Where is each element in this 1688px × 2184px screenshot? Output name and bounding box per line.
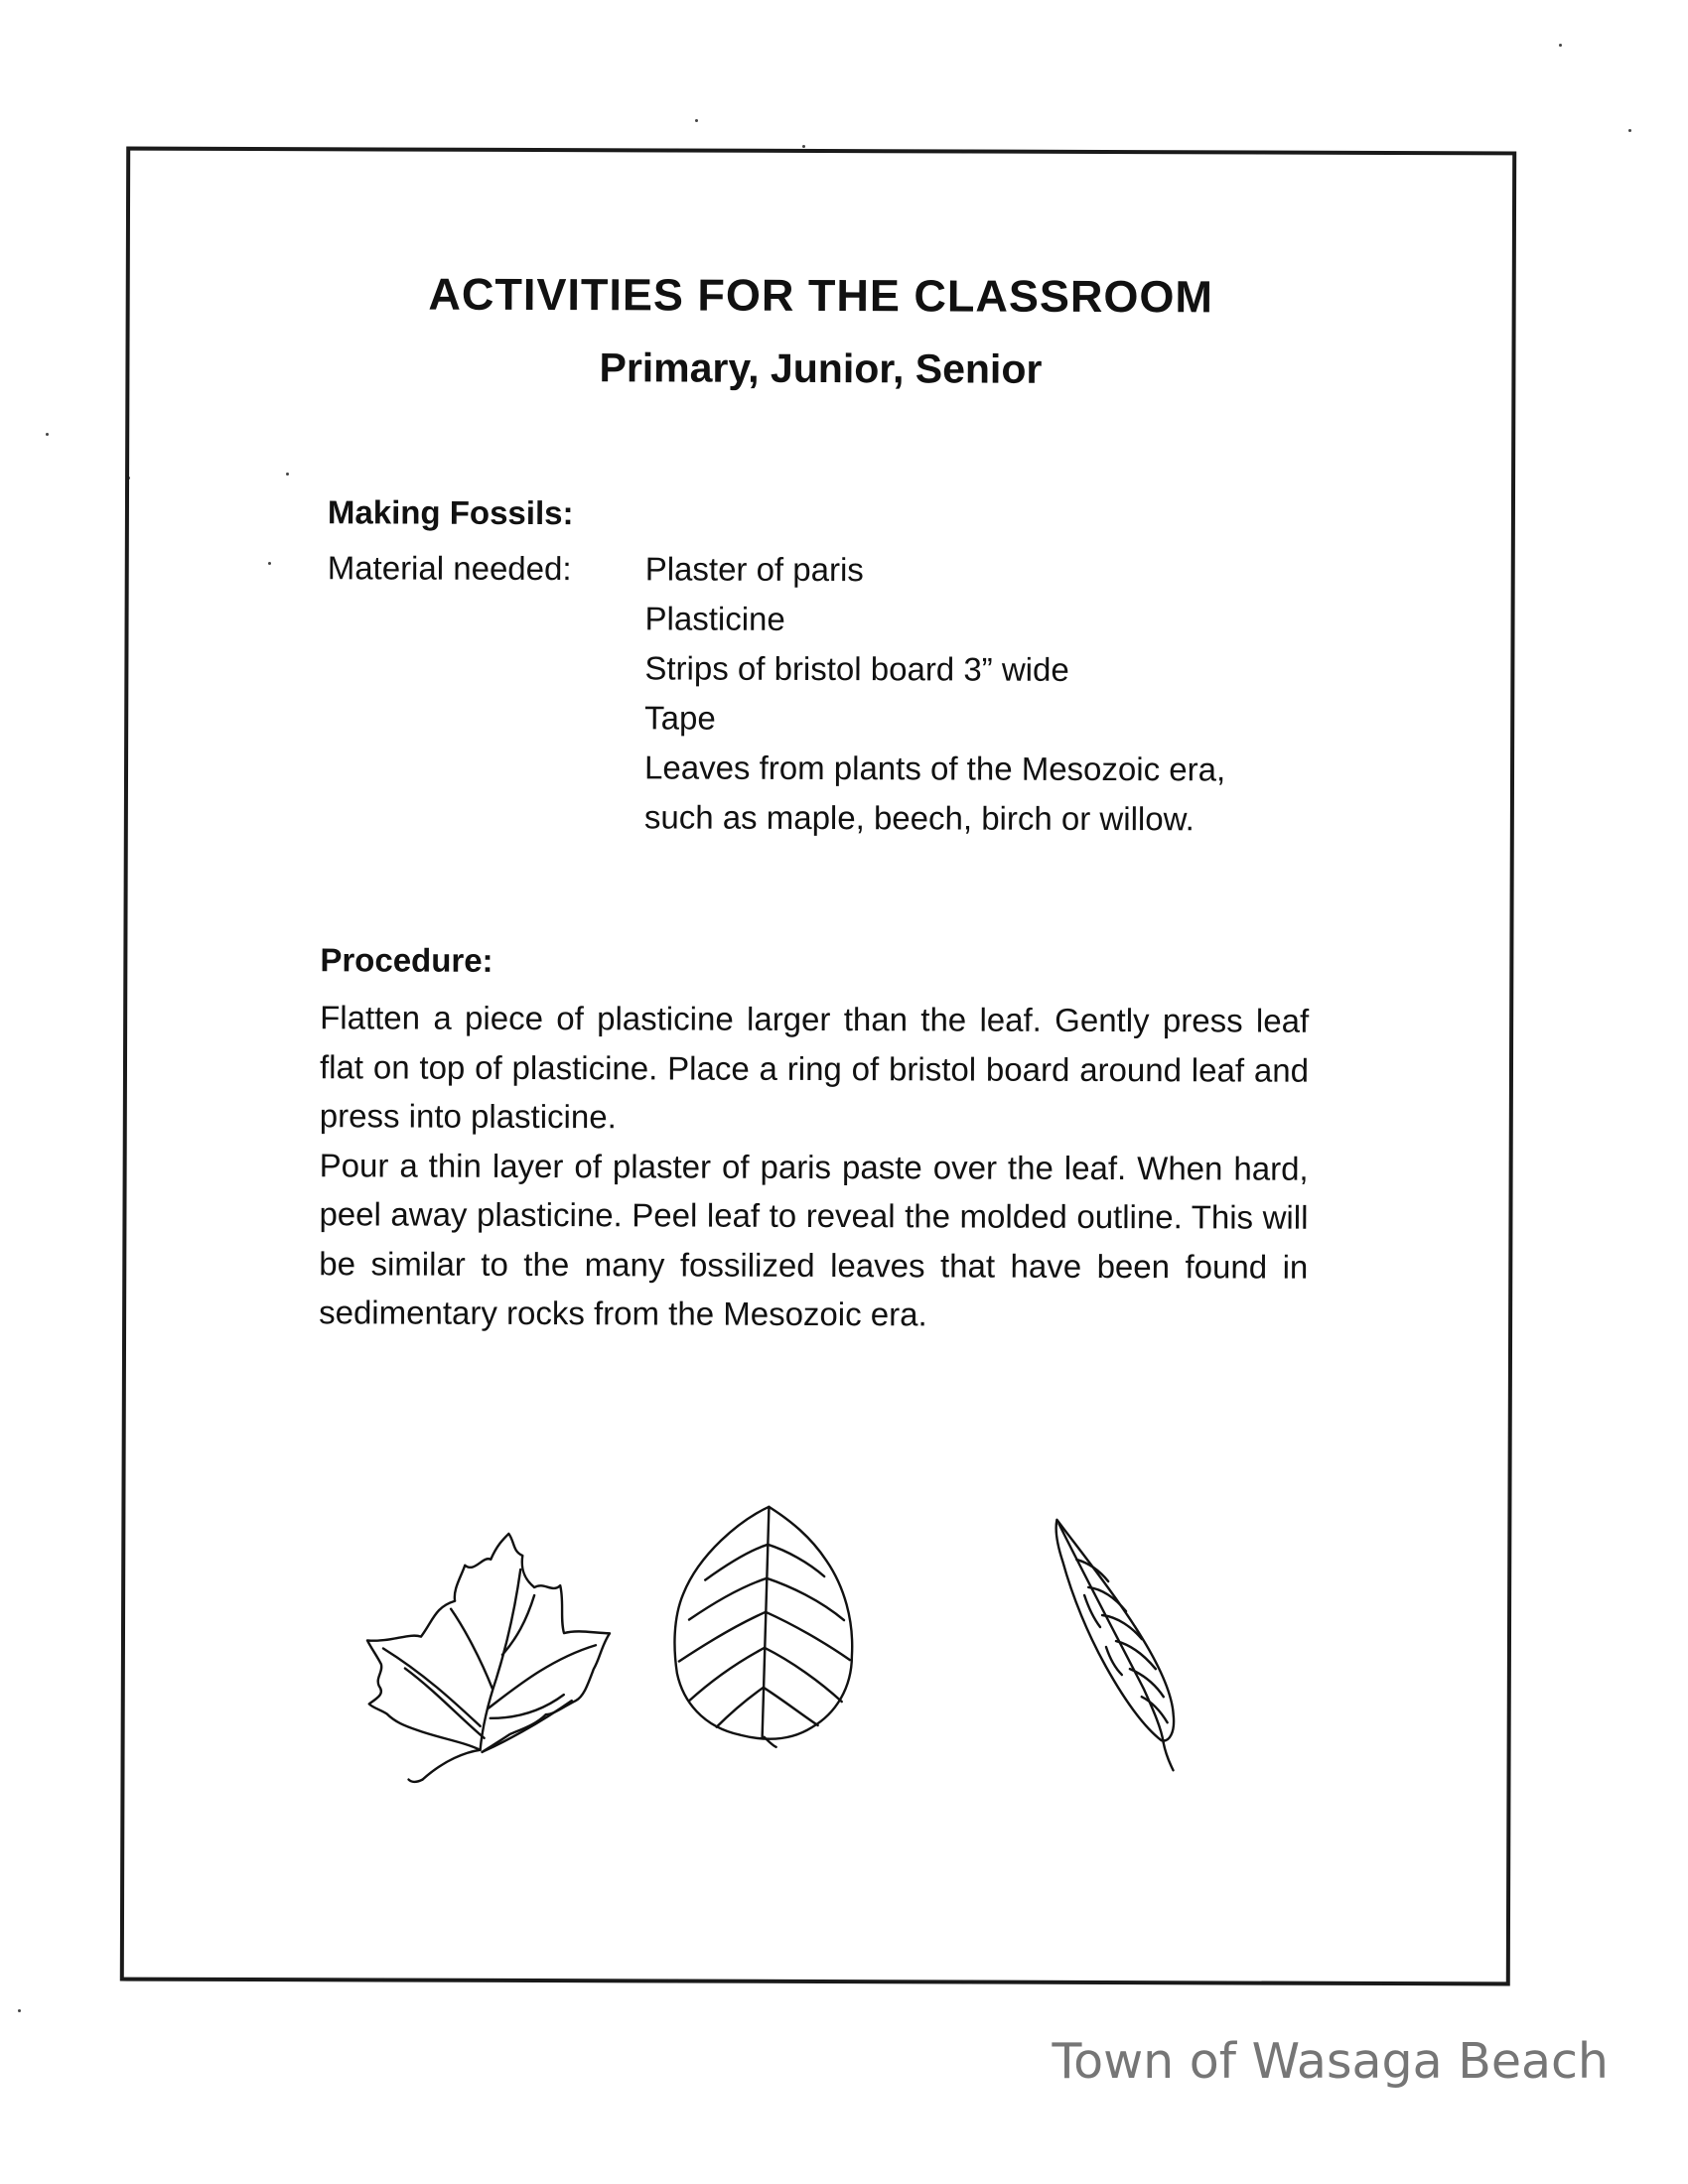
material-item: Plasticine — [644, 600, 785, 637]
scan-speck — [695, 119, 698, 122]
willow-leaf-icon — [1045, 1516, 1195, 1777]
material-item: Tape — [644, 699, 716, 737]
scan-speck — [802, 145, 805, 148]
making-fossils-heading: Making Fossils: — [327, 493, 574, 532]
procedure-heading: Procedure: — [320, 941, 493, 979]
material-item: Plaster of paris — [644, 550, 864, 589]
page-subtitle: Primary, Junior, Senior — [599, 344, 1043, 392]
scan-speck — [1628, 129, 1631, 132]
activity-sheet-border — [120, 147, 1516, 1986]
material-item: Strips of bristol board 3” wide — [644, 649, 1069, 688]
procedure-text — [319, 993, 1309, 1340]
material-item: such as maple, beech, birch or willow. — [643, 798, 1195, 838]
material-needed-label: Material needed: — [327, 549, 572, 588]
footer-credit: Town of Wasaga Beach — [1052, 2033, 1609, 2090]
materials-block — [327, 543, 1226, 844]
procedure-paragraph: Pour a thin layer of plaster of paris paste over the leaf. When hard, peel away plasticine. Peel leaf to reveal the molded outline. This will be similar to the many fossilized leaves that have been found in sedimentary rocks from the Mesozoic era. — [319, 1146, 1309, 1333]
maple-leaf-icon — [364, 1529, 614, 1788]
page-title: ACTIVITIES FOR THE CLASSROOM — [428, 268, 1214, 323]
material-item: Leaves from plants of the Mesozoic era, — [643, 749, 1226, 788]
birch-leaf-icon — [669, 1502, 859, 1751]
scan-speck — [1559, 44, 1562, 47]
procedure-paragraph: Flatten a piece of plasticine larger than the leaf. Gently press leaf flat on top of plasticine. Place a ring of bristol board around leaf and press into plasticine. — [319, 999, 1310, 1136]
scan-speck — [18, 2009, 21, 2012]
scan-speck — [46, 433, 49, 436]
materials-list — [644, 544, 1226, 844]
